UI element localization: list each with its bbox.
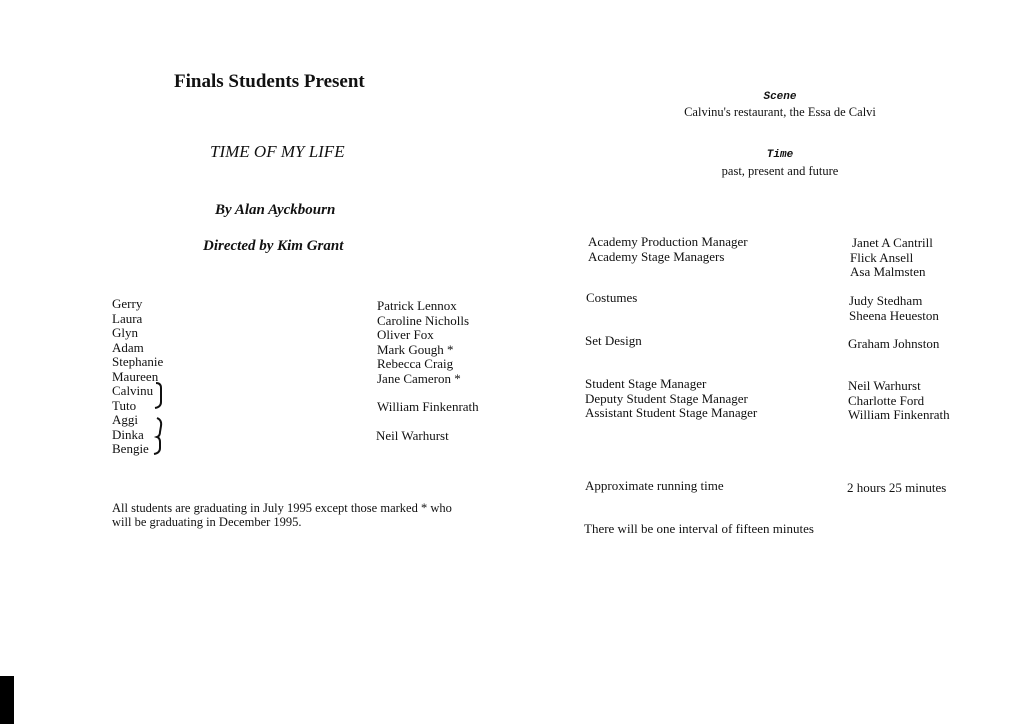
set-design-label: Set Design bbox=[585, 333, 642, 348]
costumes-label: Costumes bbox=[586, 290, 638, 305]
crew-name: Flick Ansell bbox=[850, 249, 914, 265]
character-name: Calvinu bbox=[112, 383, 154, 398]
actor-name: Rebecca Craig bbox=[377, 356, 454, 371]
crew-name: Neil Warhurst bbox=[848, 378, 921, 393]
scene-label: Scene bbox=[763, 91, 797, 103]
character-name: Glyn bbox=[112, 325, 138, 340]
character-name: Laura bbox=[112, 310, 143, 326]
running-time-value: 2 hours 25 minutes bbox=[847, 480, 947, 495]
presenter-heading: Finals Students Present bbox=[174, 71, 365, 92]
set-design-name: Graham Johnston bbox=[848, 336, 940, 351]
actor-name: Oliver Fox bbox=[377, 327, 434, 342]
scan-edge-mark bbox=[0, 676, 14, 724]
character-name: Bengie bbox=[112, 441, 149, 456]
production-names bbox=[850, 236, 933, 280]
crew-name: Asa Malmsten bbox=[850, 264, 926, 279]
time-text: past, present and future bbox=[721, 164, 839, 178]
director-credit: Directed by Kim Grant bbox=[203, 238, 344, 254]
character-name: Gerry bbox=[112, 296, 143, 311]
character-name: Tuto bbox=[112, 397, 137, 413]
character-name: Adam bbox=[112, 339, 144, 355]
graduation-note-line1: All students are graduating in July 1995 except those marked * who bbox=[112, 501, 452, 515]
scene-text: Calvinu's restaurant, the Essa de Calvi bbox=[684, 105, 876, 119]
interval-note: There will be one interval of fifteen minutes bbox=[584, 521, 814, 536]
time-label: Time bbox=[766, 149, 794, 161]
actor-name: Caroline Nicholls bbox=[377, 312, 470, 328]
stage-management-names bbox=[848, 379, 950, 423]
character-name: Stephanie bbox=[112, 354, 164, 369]
role-label: Academy Production Manager bbox=[588, 234, 748, 249]
actor-list bbox=[377, 299, 469, 386]
brace-marks bbox=[150, 380, 170, 460]
running-time-label: Approximate running time bbox=[585, 478, 724, 493]
play-title: TIME OF MY LIFE bbox=[210, 142, 345, 161]
crew-name: Janet A Cantrill bbox=[852, 235, 933, 250]
actor-name: Jane Cameron * bbox=[377, 370, 461, 386]
crew-name: Sheena Heueston bbox=[849, 307, 939, 323]
crew-name: William Finkenrath bbox=[848, 407, 950, 422]
actor-name: William Finkenrath bbox=[377, 399, 479, 414]
role-label: Student Stage Manager bbox=[585, 376, 707, 391]
character-name: Aggi bbox=[112, 412, 138, 427]
crew-name: Charlotte Ford bbox=[848, 392, 925, 408]
role-label: Academy Stage Managers bbox=[588, 248, 725, 264]
character-name: Dinka bbox=[112, 426, 144, 442]
author-credit: By Alan Ayckbourn bbox=[215, 202, 336, 218]
character-name: Maureen bbox=[112, 368, 159, 384]
costumes-names bbox=[849, 294, 939, 323]
graduation-note-line2: will be graduating in December 1995. bbox=[112, 515, 302, 529]
crew-name: Judy Stedham bbox=[849, 293, 923, 308]
brace-calvinu-tuto bbox=[155, 383, 161, 408]
actor-name: Mark Gough * bbox=[377, 341, 454, 357]
role-label: Assistant Student Stage Manager bbox=[585, 405, 758, 420]
stage-management-roles bbox=[585, 377, 757, 421]
production-roles bbox=[588, 235, 748, 264]
brace-aggi-dinka-bengie bbox=[154, 418, 161, 454]
actor-name: Neil Warhurst bbox=[376, 428, 449, 443]
role-label: Deputy Student Stage Manager bbox=[585, 390, 748, 406]
actor-name: Patrick Lennox bbox=[377, 298, 457, 313]
